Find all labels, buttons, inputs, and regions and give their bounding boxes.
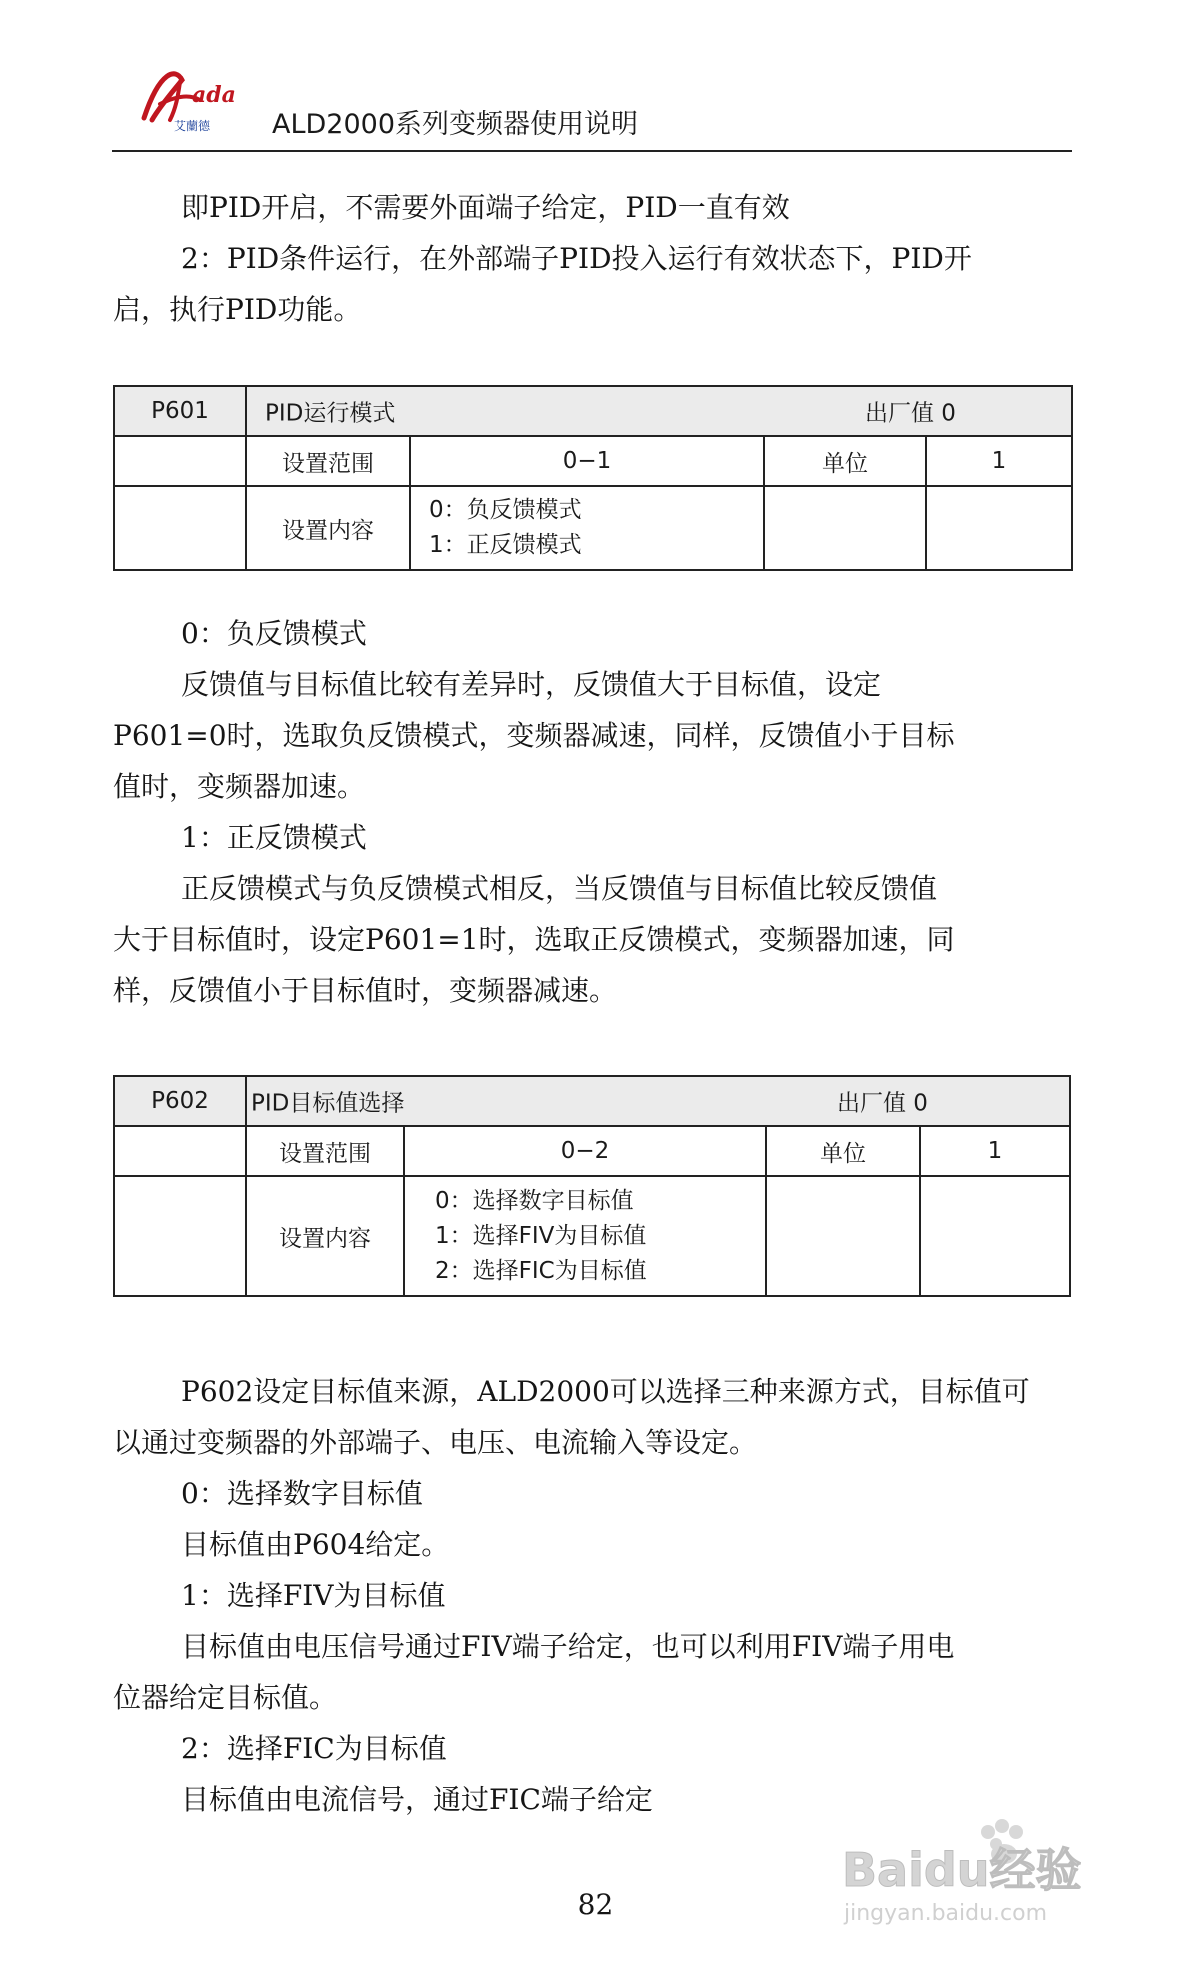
body-line: 反馈值与目标值比较有差异时，反馈值大于目标值，设定	[181, 668, 882, 701]
svg-text:Baidu经验: Baidu经验	[842, 1843, 1082, 1897]
options-list	[410, 486, 764, 570]
body-line: 以通过变频器的外部端子、电压、电流输入等设定。	[113, 1426, 758, 1459]
range-value: 0−1	[410, 436, 764, 486]
param-table-p602	[113, 1075, 1071, 1297]
empty-cell	[114, 1126, 246, 1176]
body-line: 目标值由电流信号，通过FIC端子给定	[181, 1783, 653, 1816]
option-heading: 1：选择FIV为目标值	[181, 1579, 446, 1612]
option-item: 2：选择FIC为目标值	[435, 1257, 647, 1284]
empty-cell	[766, 1176, 920, 1296]
empty-cell	[114, 436, 246, 486]
body-line: 正反馈模式与负反馈模式相反，当反馈值与目标值比较反馈值	[181, 872, 938, 905]
option-heading: 0：负反馈模式	[181, 617, 367, 650]
content-label: 设置内容	[246, 486, 410, 570]
page-header	[112, 58, 1072, 152]
body-line: 目标值由P604给定。	[181, 1528, 450, 1561]
factory-default: 出厂值 0	[837, 1090, 928, 1117]
empty-cell	[114, 1176, 246, 1296]
param-name: PID运行模式	[265, 400, 396, 427]
svg-text:jingyan.baidu.com: jingyan.baidu.com	[844, 1901, 1048, 1926]
empty-cell	[926, 486, 1072, 570]
factory-default: 出厂值 0	[865, 400, 956, 427]
param-header	[246, 1076, 1070, 1126]
document-title: ALD2000系列变频器使用说明	[272, 109, 639, 140]
param-table-p601	[113, 385, 1073, 571]
svg-text:艾蘭德: 艾蘭德	[174, 119, 211, 133]
intro-line: 启，执行PID功能。	[113, 293, 362, 326]
content-label: 设置内容	[246, 1176, 404, 1296]
intro-line: 2：PID条件运行，在外部端子PID投入运行有效状态下，PID开	[181, 242, 972, 275]
option-item: 1：选择FIV为目标值	[435, 1222, 647, 1249]
option-heading: 0：选择数字目标值	[181, 1477, 423, 1510]
param-code: P602	[114, 1076, 246, 1126]
param-header	[246, 386, 1072, 436]
ada-logo	[130, 60, 252, 138]
body-line: 大于目标值时，设定P601=1时，选取正反馈模式，变频器加速，同	[113, 923, 955, 956]
option-item: 0：选择数字目标值	[435, 1187, 634, 1214]
body-line: 位器给定目标值。	[113, 1681, 338, 1714]
option-heading: 2：选择FIC为目标值	[181, 1732, 447, 1765]
range-label: 设置范围	[246, 436, 410, 486]
baidu-watermark	[838, 1816, 1128, 1936]
option-heading: 1：正反馈模式	[181, 821, 367, 854]
body-line: P602设定目标值来源，ALD2000可以选择三种来源方式，目标值可	[181, 1375, 1030, 1408]
empty-cell	[764, 486, 926, 570]
param-name: PID目标值选择	[251, 1090, 405, 1117]
options-list	[404, 1176, 766, 1296]
page-number: 82	[577, 1888, 614, 1921]
empty-cell	[114, 486, 246, 570]
unit-value: 1	[926, 436, 1072, 486]
body-line: 值时，变频器加速。	[113, 770, 366, 803]
unit-label: 单位	[766, 1126, 920, 1176]
option-item: 0：负反馈模式	[429, 497, 582, 523]
body-line: 目标值由电压信号通过FIV端子给定，也可以利用FIV端子用电	[181, 1630, 955, 1663]
intro-line: 即PID开启，不需要外面端子给定，PID一直有效	[181, 191, 790, 224]
empty-cell	[920, 1176, 1070, 1296]
option-item: 1：正反馈模式	[429, 532, 582, 558]
unit-label: 单位	[764, 436, 926, 486]
range-value: 0−2	[404, 1126, 766, 1176]
param-code: P601	[114, 386, 246, 436]
range-label: 设置范围	[246, 1126, 404, 1176]
svg-text:ada: ada	[192, 82, 236, 108]
body-line: 样，反馈值小于目标值时，变频器减速。	[113, 974, 618, 1007]
body-line: P601=0时，选取负反馈模式，变频器减速，同样，反馈值小于目标	[113, 719, 955, 752]
unit-value: 1	[920, 1126, 1070, 1176]
